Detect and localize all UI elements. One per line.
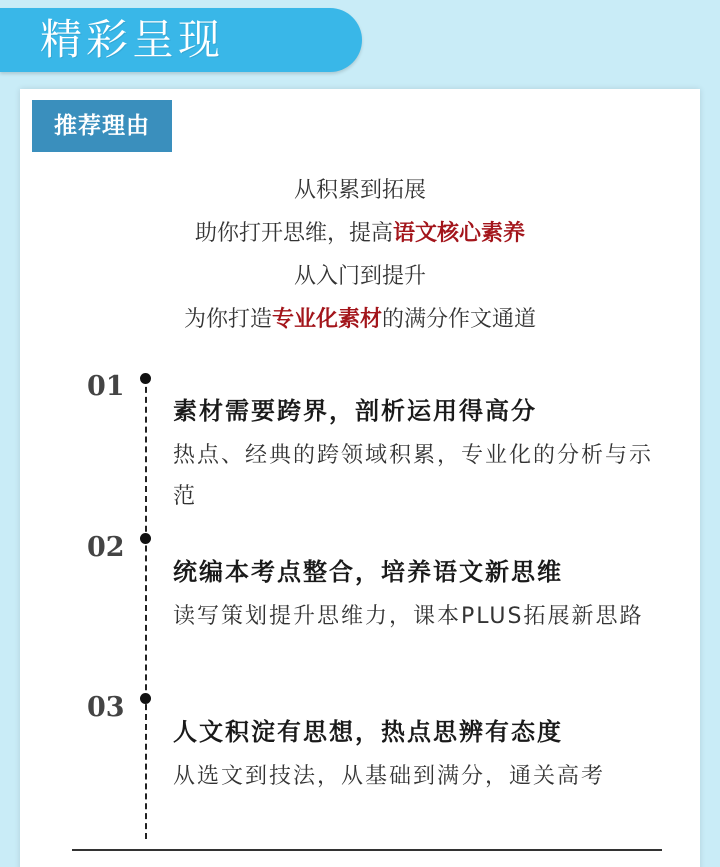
intro-highlight-1: 语文核心素养	[393, 221, 526, 246]
reason-item-2	[173, 552, 673, 637]
item-title-2: 统编本考点整合，培养语文新思维	[173, 558, 563, 586]
reason-item-1	[173, 391, 673, 517]
intro-highlight-2: 专业化素材	[271, 307, 382, 332]
item-title-3: 人文积淀有思想，热点思辨有态度	[173, 718, 563, 746]
timeline-dot-1	[140, 373, 151, 384]
intro-line-4: 为你打造专业化素材的满分作文通道	[183, 307, 537, 332]
timeline-dot-2	[140, 533, 151, 544]
timeline-dot-3	[140, 693, 151, 704]
timeline-line	[145, 377, 147, 839]
item-title-1: 素材需要跨界，剖析运用得高分	[173, 397, 537, 425]
intro-line-3: 从入门到提升	[293, 264, 426, 289]
intro-text	[20, 169, 700, 341]
banner-title: 精彩呈现	[40, 15, 225, 64]
content-card	[20, 89, 700, 867]
bottom-divider	[72, 849, 662, 851]
reason-item-3	[173, 712, 673, 797]
intro-line-2: 助你打开思维，提高语文核心素养	[194, 221, 526, 246]
item-desc-2: 读写策划提升思维力，课本PLUS拓展新思路	[173, 604, 644, 629]
section-banner	[0, 8, 362, 72]
item-number-2: 02	[87, 532, 125, 563]
item-number-3: 03	[87, 692, 125, 723]
recommend-tag: 推荐理由	[32, 100, 172, 152]
item-desc-3: 从选文到技法，从基础到满分，通关高考	[173, 764, 606, 789]
item-number-1: 01	[87, 371, 125, 402]
item-desc-1: 热点、经典的跨领域积累，专业化的分析与示范	[173, 443, 654, 509]
intro-line-1: 从积累到拓展	[293, 178, 426, 203]
